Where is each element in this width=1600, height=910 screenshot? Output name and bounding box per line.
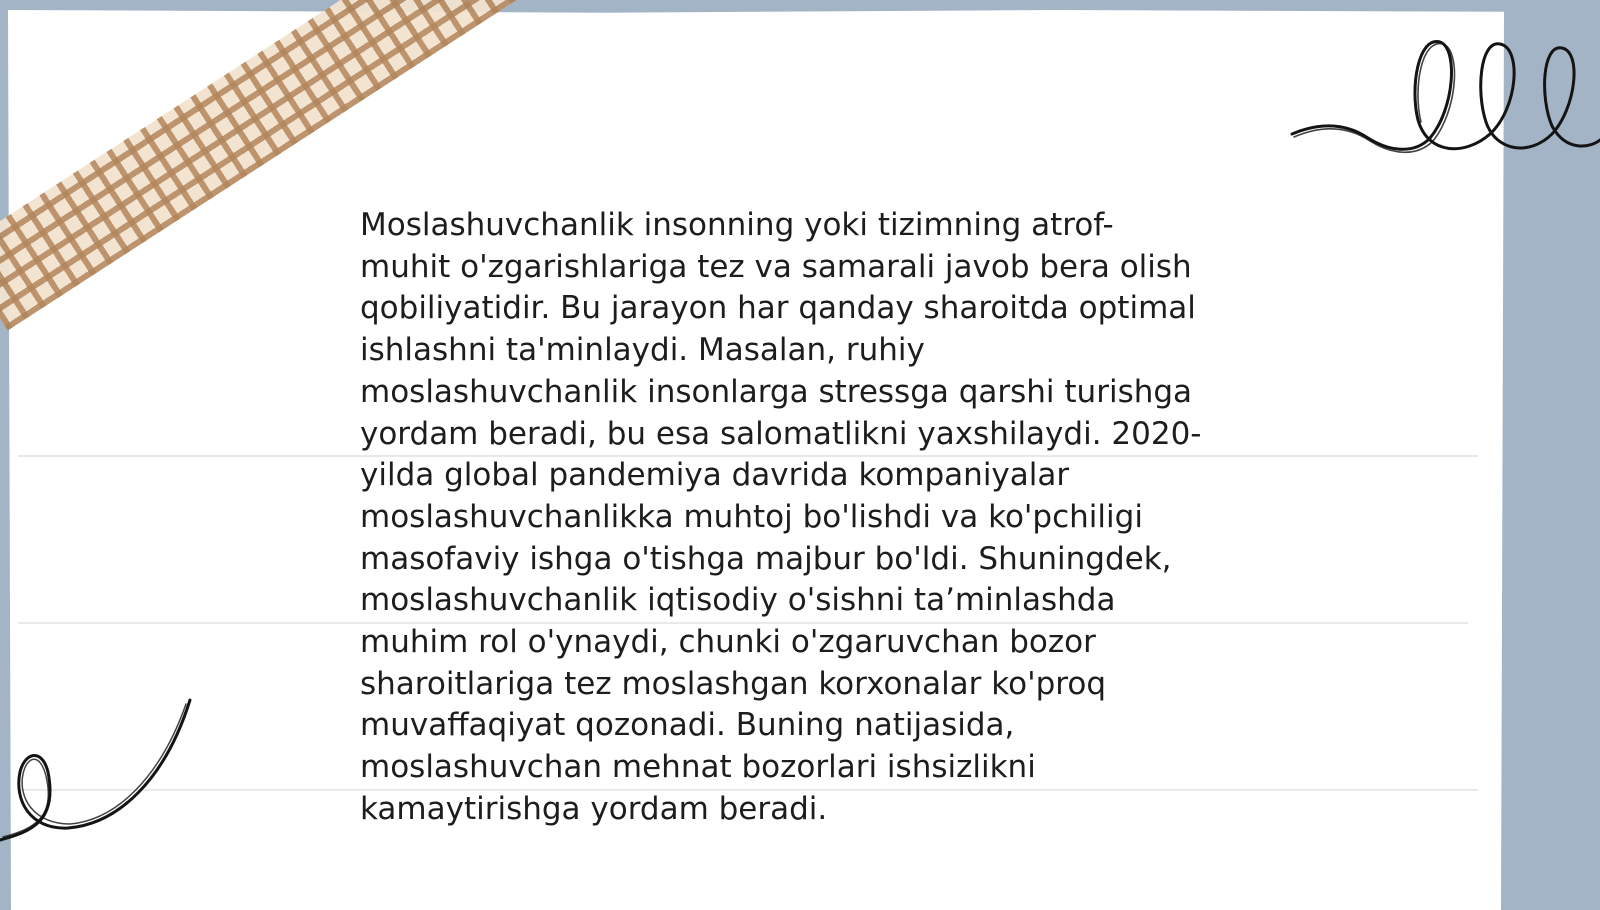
swirl-squiggle-icon: [0, 690, 200, 850]
loop-squiggle-icon: [1290, 30, 1600, 165]
body-paragraph: Moslashuvchanlik insonning yoki tizimning atrof- muhit o'zgarishlariga tez va samarali javob bera olish qobiliyatidir. Bu jarayon har qanday sharoitda optimal ishlashni ta'minlaydi. Masalan, ruhiy moslashuvchanlik insonlarga stressga qarshi turishga yordam beradi, bu esa salomatlikni yaxshilaydi. 2020- yilda global pandemiya davrida kompaniyalar moslashuvchanlikka muhtoj bo'lishdi va ko'pchiligi masofaviy ishga o'tishga majbur bo'ldi. Shuningdek, moslashuvchanlik iqtisodiy o'sishni ta’minlashda muhim rol o'ynaydi, chunki o'zgaruvchan bozor sharoitlariga tez moslashgan korxonalar ko'proq muvaffaqiyat qozonadi. Buning natijasida, moslashuvchan mehnat bozorlari ishsizlikni kamaytirishga yordam beradi.: [360, 207, 1202, 827]
